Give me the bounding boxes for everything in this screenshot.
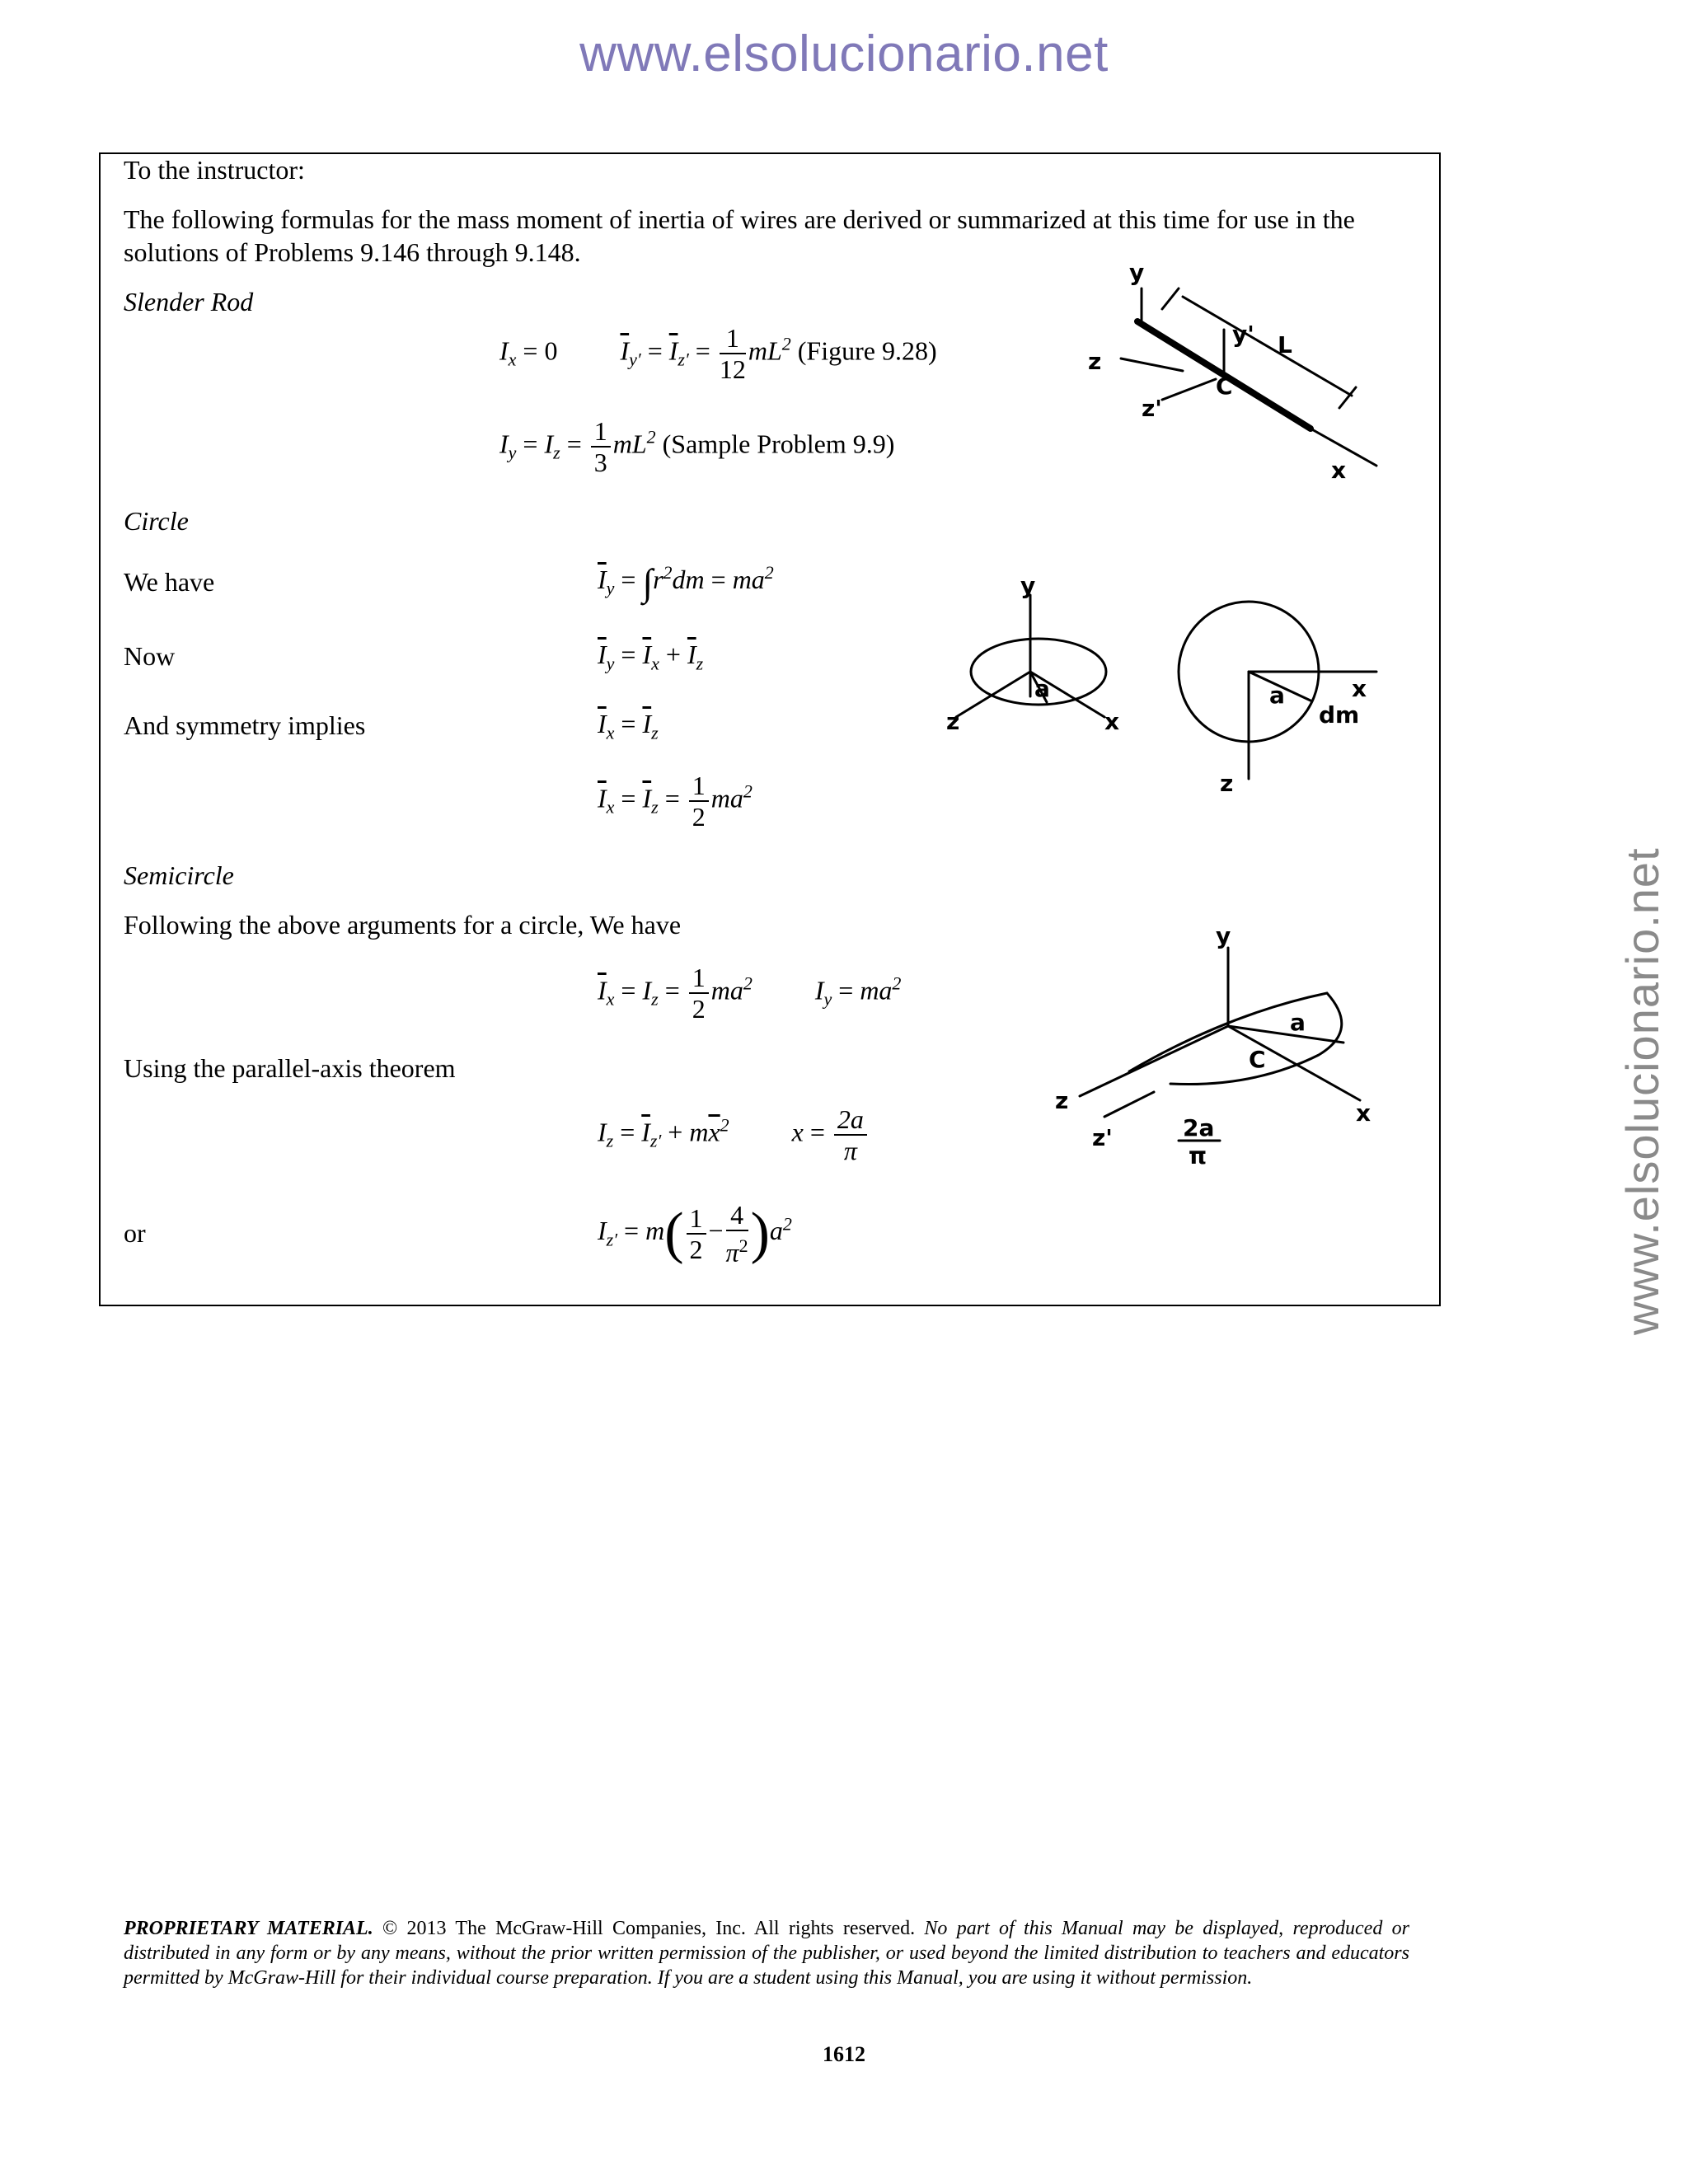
label-z-prime: z' — [1092, 1124, 1113, 1151]
label-x: x — [1331, 457, 1347, 484]
label-y-prime: y' — [1232, 321, 1254, 348]
label-C: C — [1249, 1046, 1266, 1073]
semicircle-eq-1: $\overline{I}_x = I_z$ = $\frac{1}{2}$ $ma^2$ $I_y = ma^2$ — [598, 963, 902, 1024]
circle-eq-2: $\overline{I}_y = \overline{I}_x + \overline{I}_z$ — [598, 640, 704, 674]
circle-eq-1: $\overline{I}_y = \int r^2dm = ma^2$ — [598, 561, 774, 603]
label-y: y — [1020, 577, 1036, 599]
watermark-top[interactable]: www.elsolucionario.net — [579, 26, 1109, 82]
rod-title: Slender Rod — [124, 287, 254, 316]
footer-bold: PROPRIETARY MATERIAL. — [124, 1918, 373, 1939]
rod-figure — [1071, 255, 1401, 486]
label-a: a — [1269, 682, 1285, 709]
footer-notice — [124, 1916, 1409, 1990]
label-y: y — [1216, 931, 1231, 949]
semicircle-eq-3: $I_{z'} = m$( $\frac{1}{2}$ − $\frac{4}{\pi^2}$ )$a^2$ — [598, 1200, 792, 1268]
circle-line-2: Now — [124, 641, 176, 671]
label-x: x — [1352, 675, 1367, 702]
semicircle-eq-2: $I_z = \overline{I}_{z'} + m\overline{x}^2$ x = $\frac{2a}{\pi}$ — [598, 1104, 870, 1165]
footer-normal: © 2013 The McGraw-Hill Companies, Inc. All rights reserved. — [373, 1918, 925, 1939]
rod-ref-2: (Sample Problem 9.9) — [662, 429, 895, 459]
label-a: a — [1290, 1009, 1306, 1036]
label-z: z — [946, 708, 960, 735]
semicircle-title: Semicircle — [124, 860, 234, 890]
circle-title: Circle — [124, 506, 189, 536]
rod-eq-1: $I_x = 0$ $\overline{I}_{y'} = \overline{I}_{z'}$ = $\frac{1}{12}$ $mL^2$ (Figure 9.28) — [499, 323, 937, 384]
semicircle-line-3: or — [124, 1218, 146, 1248]
semicircle-line-2: Using the parallel-axis theorem — [124, 1053, 456, 1083]
circle-eq-4: $\overline{I}_x = \overline{I}_z$ = $\frac{1}{2}$ $ma^2$ — [598, 771, 753, 832]
label-two-a: 2a — [1183, 1114, 1215, 1141]
label-x: x — [1104, 708, 1120, 735]
rod-eq-2: $I_y = I_z$ = $\frac{1}{3}$ $mL^2$ (Sample Problem 9.9) — [499, 416, 895, 477]
watermark-side: www.elsolucionario.net — [1616, 847, 1668, 1335]
page-number: 1612 — [823, 2042, 865, 2066]
footer-italic: No part of this Manual may be displayed, reproduced or distributed in any form or by any means, without the prior written permission of the publisher, or used beyond the limited distribution to teachers and educators permitted by McGraw-Hill for their individual course preparation. If you are a student using this Manual, you are using it without permission. — [124, 1918, 1409, 1989]
circle-eq-3: $\overline{I}_x = \overline{I}_z$ — [598, 709, 659, 743]
label-z-prime: z' — [1142, 395, 1162, 422]
circle-perspective-figure — [940, 577, 1137, 750]
label-a: a — [1034, 675, 1050, 702]
intro-text: The following formulas for the mass moment of inertia of wires are derived or summarized at this time for use in the solutions of Problems 9.146 through 9.148. — [124, 204, 1355, 267]
circle-line-3: And symmetry implies — [124, 710, 366, 740]
label-z: z — [1055, 1087, 1069, 1114]
label-C: C — [1216, 373, 1233, 400]
label-pi: π — [1189, 1142, 1207, 1169]
label-x: x — [1356, 1099, 1372, 1127]
circle-plan-figure — [1170, 589, 1409, 795]
semicircle-line-1: Following the above arguments for a circle, We have — [124, 910, 682, 940]
intro-heading: To the instructor: — [124, 155, 305, 185]
rod-ref-1: (Figure 9.28) — [797, 335, 937, 366]
label-z: z — [1088, 348, 1102, 375]
label-dm: dm — [1319, 701, 1360, 729]
semicircle-figure — [1047, 931, 1393, 1179]
label-z: z — [1220, 770, 1234, 795]
label-L: L — [1278, 331, 1292, 359]
circle-line-1: We have — [124, 567, 215, 597]
label-y: y — [1129, 259, 1145, 286]
